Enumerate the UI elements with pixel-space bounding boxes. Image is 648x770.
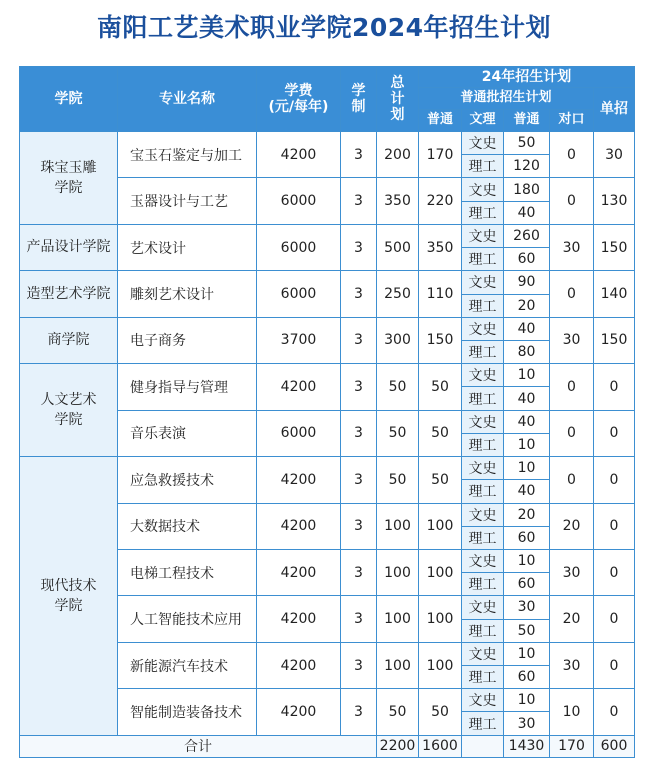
duration-cell: 3	[341, 642, 377, 688]
total-general2: 1430	[504, 735, 550, 757]
track-li-label: 理工	[462, 712, 504, 735]
duration-cell: 3	[341, 317, 377, 363]
header-total-text: 总 计 划	[390, 74, 405, 124]
total-cell: 100	[377, 549, 419, 595]
duration-cell: 3	[341, 364, 377, 410]
duration-cell: 3	[341, 457, 377, 503]
duration-cell: 3	[341, 596, 377, 642]
table-row	[20, 271, 635, 294]
track-li-label: 理工	[462, 340, 504, 363]
single-cell: 30	[594, 132, 635, 178]
total-single: 600	[594, 735, 635, 757]
wen-count: 20	[504, 503, 550, 526]
header-batch: 普通批招生计划	[419, 88, 594, 110]
wen-count: 10	[504, 549, 550, 572]
track-li-label: 理工	[462, 573, 504, 596]
college-name: 商学院	[47, 332, 90, 349]
total-track-blank	[462, 735, 504, 757]
total-cell: 100	[377, 596, 419, 642]
wen-count: 260	[504, 224, 550, 247]
total-counterpart: 170	[550, 735, 594, 757]
counterpart-cell: 30	[550, 224, 594, 270]
counterpart-cell: 0	[550, 132, 594, 178]
counterpart-cell: 0	[550, 271, 594, 317]
counterpart-cell: 20	[550, 503, 594, 549]
fee-cell: 6000	[257, 271, 341, 317]
general-cell: 100	[419, 642, 462, 688]
total-row	[20, 735, 635, 757]
general-cell: 50	[419, 410, 462, 456]
li-count: 40	[504, 480, 550, 503]
track-wen-label: 文史	[462, 271, 504, 294]
wen-count: 30	[504, 596, 550, 619]
li-count: 60	[504, 248, 550, 271]
header-track: 文理	[462, 110, 504, 132]
general-cell: 220	[419, 178, 462, 224]
duration-cell: 3	[341, 224, 377, 270]
wen-count: 50	[504, 132, 550, 155]
fee-cell: 6000	[257, 410, 341, 456]
header-plan: 24年招生计划	[419, 67, 635, 88]
table-row	[20, 364, 635, 387]
track-wen-label: 文史	[462, 224, 504, 247]
wen-count: 40	[504, 410, 550, 433]
duration-cell: 3	[341, 549, 377, 595]
fee-cell: 6000	[257, 178, 341, 224]
wen-count: 180	[504, 178, 550, 201]
wen-count: 10	[504, 642, 550, 665]
major-name: 健身指导与管理	[118, 364, 257, 410]
single-cell: 150	[594, 317, 635, 363]
header-duration-text: 学 制	[351, 82, 366, 115]
major-name: 人工智能技术应用	[118, 596, 257, 642]
track-wen-label: 文史	[462, 317, 504, 340]
general-cell: 50	[419, 689, 462, 735]
counterpart-cell: 0	[550, 410, 594, 456]
header-fee-text: 学费 (元/每年)	[268, 82, 329, 115]
total-cell: 50	[377, 364, 419, 410]
major-name: 雕刻艺术设计	[118, 271, 257, 317]
wen-count: 90	[504, 271, 550, 294]
general-cell: 350	[419, 224, 462, 270]
track-li-label: 理工	[462, 155, 504, 178]
single-cell: 0	[594, 503, 635, 549]
total-cell: 500	[377, 224, 419, 270]
counterpart-cell: 0	[550, 457, 594, 503]
table-body	[20, 132, 635, 758]
header-fee	[257, 67, 341, 132]
track-li-label: 理工	[462, 619, 504, 642]
major-name: 新能源汽车技术	[118, 642, 257, 688]
single-cell: 0	[594, 596, 635, 642]
duration-cell: 3	[341, 689, 377, 735]
header-total	[377, 67, 419, 132]
general-cell: 170	[419, 132, 462, 178]
wen-count: 10	[504, 457, 550, 480]
total-label: 合计	[20, 735, 377, 757]
header-single: 单招	[594, 88, 635, 132]
total-cell: 350	[377, 178, 419, 224]
college-cell	[20, 364, 118, 457]
track-li-label: 理工	[462, 433, 504, 456]
college-cell	[20, 317, 118, 363]
track-li-label: 理工	[462, 294, 504, 317]
wen-count: 10	[504, 689, 550, 712]
college-cell	[20, 132, 118, 225]
table-row	[20, 317, 635, 340]
track-wen-label: 文史	[462, 178, 504, 201]
counterpart-cell: 0	[550, 364, 594, 410]
fee-cell: 3700	[257, 317, 341, 363]
total-cell: 200	[377, 132, 419, 178]
total-cell: 100	[377, 642, 419, 688]
general-cell: 50	[419, 457, 462, 503]
header-college: 学院	[20, 67, 118, 132]
single-cell: 0	[594, 689, 635, 735]
fee-cell: 4200	[257, 457, 341, 503]
li-count: 120	[504, 155, 550, 178]
counterpart-cell: 30	[550, 317, 594, 363]
total-cell: 50	[377, 457, 419, 503]
track-wen-label: 文史	[462, 410, 504, 433]
fee-cell: 4200	[257, 132, 341, 178]
general-cell: 150	[419, 317, 462, 363]
college-cell	[20, 271, 118, 317]
header-general2: 普通	[504, 110, 550, 132]
major-name: 电梯工程技术	[118, 549, 257, 595]
header-general: 普通	[419, 110, 462, 132]
track-li-label: 理工	[462, 526, 504, 549]
major-name: 音乐表演	[118, 410, 257, 456]
college-name: 现代技术 学院	[40, 577, 97, 614]
table-row	[20, 132, 635, 155]
single-cell: 150	[594, 224, 635, 270]
wen-count: 10	[504, 364, 550, 387]
fee-cell: 4200	[257, 503, 341, 549]
single-cell: 0	[594, 410, 635, 456]
track-wen-label: 文史	[462, 503, 504, 526]
single-cell: 130	[594, 178, 635, 224]
fee-cell: 4200	[257, 596, 341, 642]
header-major: 专业名称	[118, 67, 257, 132]
table-row	[20, 224, 635, 247]
single-cell: 0	[594, 457, 635, 503]
counterpart-cell: 30	[550, 642, 594, 688]
counterpart-cell: 30	[550, 549, 594, 595]
duration-cell: 3	[341, 178, 377, 224]
li-count: 60	[504, 666, 550, 689]
counterpart-cell: 20	[550, 596, 594, 642]
li-count: 20	[504, 294, 550, 317]
track-wen-label: 文史	[462, 132, 504, 155]
general-cell: 110	[419, 271, 462, 317]
college-cell	[20, 457, 118, 736]
li-count: 50	[504, 619, 550, 642]
track-li-label: 理工	[462, 666, 504, 689]
track-li-label: 理工	[462, 480, 504, 503]
track-wen-label: 文史	[462, 642, 504, 665]
li-count: 60	[504, 573, 550, 596]
general-cell: 100	[419, 549, 462, 595]
track-wen-label: 文史	[462, 596, 504, 619]
total-cell: 100	[377, 503, 419, 549]
track-li-label: 理工	[462, 248, 504, 271]
total-plan: 2200	[377, 735, 419, 757]
li-count: 40	[504, 387, 550, 410]
major-name: 玉器设计与工艺	[118, 178, 257, 224]
major-name: 宝玉石鉴定与加工	[118, 132, 257, 178]
general-cell: 50	[419, 364, 462, 410]
li-count: 40	[504, 201, 550, 224]
table-row	[20, 457, 635, 480]
college-cell	[20, 224, 118, 270]
single-cell: 140	[594, 271, 635, 317]
total-general: 1600	[419, 735, 462, 757]
duration-cell: 3	[341, 503, 377, 549]
counterpart-cell: 0	[550, 178, 594, 224]
general-cell: 100	[419, 596, 462, 642]
fee-cell: 6000	[257, 224, 341, 270]
duration-cell: 3	[341, 410, 377, 456]
general-cell: 100	[419, 503, 462, 549]
duration-cell: 3	[341, 132, 377, 178]
fee-cell: 4200	[257, 549, 341, 595]
li-count: 80	[504, 340, 550, 363]
header-counterpart: 对口	[550, 110, 594, 132]
single-cell: 0	[594, 642, 635, 688]
major-name: 艺术设计	[118, 224, 257, 270]
li-count: 10	[504, 433, 550, 456]
major-name: 大数据技术	[118, 503, 257, 549]
enrollment-plan-table	[19, 66, 635, 758]
counterpart-cell: 10	[550, 689, 594, 735]
track-wen-label: 文史	[462, 457, 504, 480]
college-name: 造型艺术学院	[26, 285, 111, 302]
duration-cell: 3	[341, 271, 377, 317]
track-wen-label: 文史	[462, 364, 504, 387]
track-wen-label: 文史	[462, 549, 504, 572]
fee-cell: 4200	[257, 642, 341, 688]
wen-count: 40	[504, 317, 550, 340]
track-wen-label: 文史	[462, 689, 504, 712]
header-duration	[341, 67, 377, 132]
track-li-label: 理工	[462, 387, 504, 410]
fee-cell: 4200	[257, 689, 341, 735]
page-title: 南阳工艺美术职业学院2024年招生计划	[96, 13, 552, 42]
total-cell: 50	[377, 410, 419, 456]
li-count: 30	[504, 712, 550, 735]
college-name: 人文艺术 学院	[40, 391, 97, 429]
fee-cell: 4200	[257, 364, 341, 410]
single-cell: 0	[594, 364, 635, 410]
major-name: 应急救援技术	[118, 457, 257, 503]
li-count: 60	[504, 526, 550, 549]
single-cell: 0	[594, 549, 635, 595]
total-cell: 50	[377, 689, 419, 735]
college-name: 珠宝玉雕 学院	[40, 159, 97, 196]
track-li-label: 理工	[462, 201, 504, 224]
major-name: 电子商务	[118, 317, 257, 363]
total-cell: 250	[377, 271, 419, 317]
total-cell: 300	[377, 317, 419, 363]
major-name: 智能制造装备技术	[118, 689, 257, 735]
college-name: 产品设计学院	[26, 239, 111, 256]
